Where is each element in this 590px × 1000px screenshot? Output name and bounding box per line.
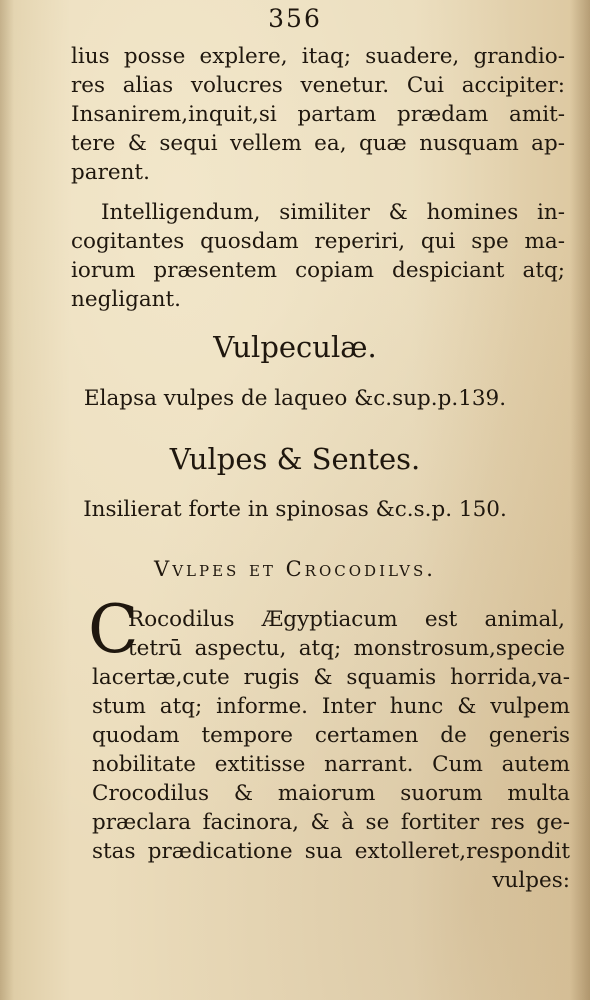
text-line: tere & sequi vellem ea, quæ nusquam ap- [71, 131, 565, 156]
text-line: nobilitate extitisse narrant. Cum autem [92, 752, 570, 777]
text-line: stas prædicatione sua extolleret,respondit [92, 839, 570, 864]
text-line: iorum præsentem copiam despiciant atq; [71, 258, 565, 283]
page-number: 356 [268, 4, 322, 33]
text-line: parent. [71, 160, 150, 185]
text-line: Rocodilus Ægyptiacum est animal, [128, 607, 565, 632]
text-line: Insanirem,inquit,si partam prædam amit- [71, 102, 565, 127]
heading-vulpeculae: Vulpeculæ. [213, 330, 377, 364]
text-line: stum atq; informe. Inter hunc & vulpem [92, 694, 570, 719]
fable-body [92, 663, 570, 895]
heading-vulpes-crocodilus: Vvlpes et Crocodilvs. [154, 557, 436, 581]
fable-opening-lines [128, 605, 565, 663]
text-line: lacertæ,cute rugis & squamis horrida,va- [92, 665, 570, 690]
text-line: præclara facinora, & à se fortiter res ge- [92, 810, 570, 835]
text-line: quodam tempore certamen de generis [92, 723, 570, 748]
drop-cap-letter: C [88, 591, 139, 668]
catchword: vulpes: [492, 868, 570, 893]
text-line: tetrū aspectu, atq; monstrosum,specie [128, 636, 565, 661]
text-line: Intelligendum, similiter & homines in- [101, 200, 565, 225]
text-line: Crocodilus & maiorum suorum multa [92, 781, 570, 806]
text-line: res alias volucres venetur. Cui accipiter: [71, 73, 565, 98]
text-line: cogitantes quosdam reperiri, qui spe ma- [71, 229, 565, 254]
paragraph-2 [71, 198, 565, 314]
text-line: negligant. [71, 287, 181, 312]
cross-reference-2: Insilierat forte in spinosas &c.s.p. 150. [83, 497, 507, 522]
heading-vulpes-sentes: Vulpes & Sentes. [169, 442, 421, 476]
paragraph-1 [71, 42, 565, 187]
text-line: lius posse explere, itaq; suadere, grandio- [71, 44, 565, 69]
cross-reference-1: Elapsa vulpes de laqueo &c.sup.p.139. [83, 386, 507, 411]
